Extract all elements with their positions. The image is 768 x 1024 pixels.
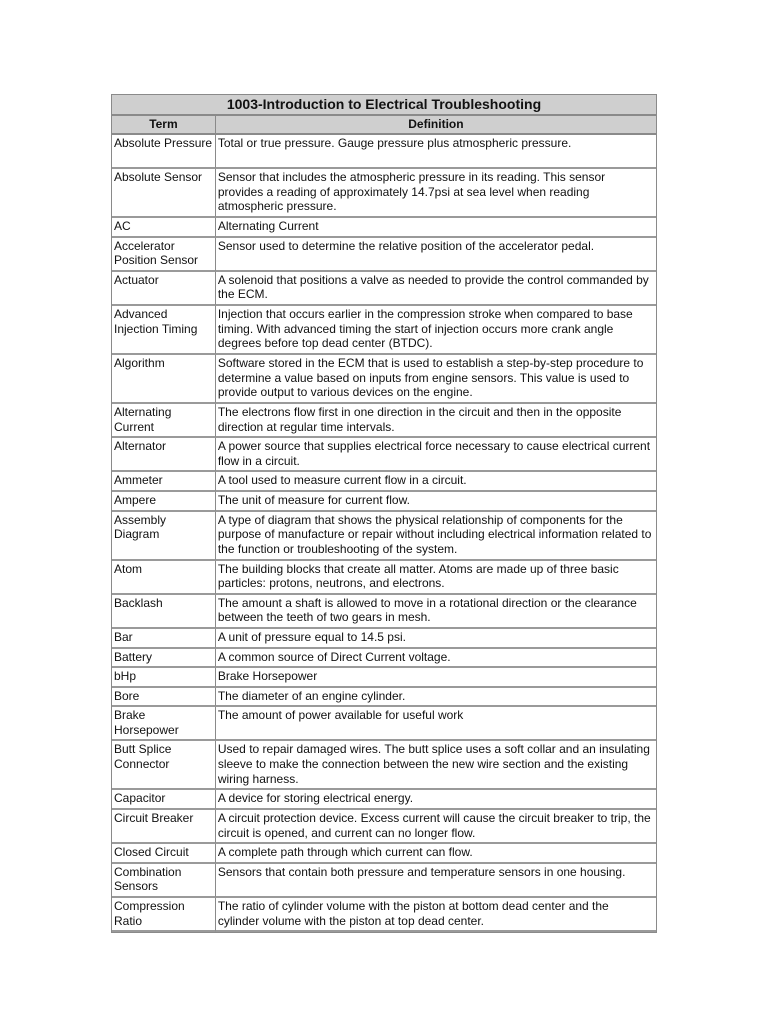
definition-cell: The unit of measure for current flow. <box>216 492 656 512</box>
definition-cell: A power source that supplies electrical force necessary to cause electrical current flow in a circuit. <box>216 438 656 472</box>
definition-cell: A circuit protection device. Excess current will cause the circuit breaker to trip, the circuit is opened, and current can no longer flow. <box>216 810 656 844</box>
table-row <box>112 492 656 512</box>
term-cell: Absolute Sensor <box>112 169 216 218</box>
definition-cell: The building blocks that create all matter. Atoms are made up of three basic particles: protons, neutrons, and electrons. <box>216 561 656 595</box>
table-row <box>112 864 656 898</box>
definition-cell: A device for storing electrical energy. <box>216 790 656 810</box>
definition-cell: Brake Horsepower <box>216 668 656 688</box>
table-row <box>112 472 656 492</box>
title-row <box>112 95 656 116</box>
column-header-term: Term <box>112 116 216 135</box>
definition-cell: Alternating Current <box>216 218 656 238</box>
term-cell: Absolute Pressure <box>112 135 216 169</box>
glossary-table <box>111 94 657 933</box>
term-cell: Actuator <box>112 272 216 306</box>
definition-cell: The ratio of cylinder volume with the piston at bottom dead center and the cylinder volume with the piston at top dead center. <box>216 898 656 932</box>
table-row <box>112 790 656 810</box>
table-row <box>112 688 656 708</box>
table-row <box>112 595 656 629</box>
glossary-rows <box>112 135 656 932</box>
term-cell: Battery <box>112 649 216 669</box>
term-cell: Compression Ratio <box>112 898 216 932</box>
table-row <box>112 404 656 438</box>
definition-cell: A common source of Direct Current voltage. <box>216 649 656 669</box>
term-cell: Brake Horsepower <box>112 707 216 741</box>
definition-cell: The amount a shaft is allowed to move in a rotational direction or the clearance between the teeth of two gears in mesh. <box>216 595 656 629</box>
definition-cell: The electrons flow first in one direction in the circuit and then in the opposite direction at regular time intervals. <box>216 404 656 438</box>
table-row <box>112 272 656 306</box>
definition-cell: Used to repair damaged wires. The butt splice uses a soft collar and an insulating sleeve to make the connection between the new wire section and the existing wiring harness. <box>216 741 656 790</box>
term-cell: Closed Circuit <box>112 844 216 864</box>
definition-cell: The diameter of an engine cylinder. <box>216 688 656 708</box>
definition-cell: Software stored in the ECM that is used to establish a step-by-step procedure to determine a value based on inputs from engine sensors. This value is used to provide output to various devices on the engine. <box>216 355 656 404</box>
table-row <box>112 810 656 844</box>
term-cell: Combination Sensors <box>112 864 216 898</box>
table-row <box>112 135 656 169</box>
table-row <box>112 707 656 741</box>
definition-cell: Sensor that includes the atmospheric pressure in its reading. This sensor provides a reading of approximately 14.7psi at sea level when reading atmospheric pressure. <box>216 169 656 218</box>
definition-cell: A tool used to measure current flow in a circuit. <box>216 472 656 492</box>
table-row <box>112 169 656 218</box>
table-row <box>112 512 656 561</box>
table-row <box>112 561 656 595</box>
table-row <box>112 668 656 688</box>
term-cell: Backlash <box>112 595 216 629</box>
header-row <box>112 116 656 135</box>
table-row <box>112 649 656 669</box>
definition-cell: Sensors that contain both pressure and temperature sensors in one housing. <box>216 864 656 898</box>
definition-cell: A complete path through which current can flow. <box>216 844 656 864</box>
table-row <box>112 629 656 649</box>
definition-cell: Sensor used to determine the relative position of the accelerator pedal. <box>216 238 656 272</box>
term-cell: Accelerator Position Sensor <box>112 238 216 272</box>
term-cell: Ampere <box>112 492 216 512</box>
term-cell: Alternating Current <box>112 404 216 438</box>
table-row <box>112 218 656 238</box>
table-row <box>112 355 656 404</box>
column-header-definition: Definition <box>216 116 656 135</box>
term-cell: Atom <box>112 561 216 595</box>
table-row <box>112 438 656 472</box>
term-cell: Capacitor <box>112 790 216 810</box>
definition-cell: A solenoid that positions a valve as needed to provide the control commanded by the ECM. <box>216 272 656 306</box>
term-cell: Assembly Diagram <box>112 512 216 561</box>
table-row <box>112 306 656 355</box>
document-title: 1003-Introduction to Electrical Troubleshooting <box>112 95 656 116</box>
table-row <box>112 898 656 932</box>
term-cell: Alternator <box>112 438 216 472</box>
definition-cell: The amount of power available for useful work <box>216 707 656 741</box>
term-cell: Ammeter <box>112 472 216 492</box>
term-cell: Bar <box>112 629 216 649</box>
definition-cell: A type of diagram that shows the physical relationship of components for the purpose of manufacture or repair without including electrical information related to the function or troubleshooting of the system. <box>216 512 656 561</box>
term-cell: Butt Splice Connector <box>112 741 216 790</box>
term-cell: AC <box>112 218 216 238</box>
term-cell: Circuit Breaker <box>112 810 216 844</box>
term-cell: Algorithm <box>112 355 216 404</box>
definition-cell: Total or true pressure. Gauge pressure plus atmospheric pressure. <box>216 135 656 169</box>
term-cell: bHp <box>112 668 216 688</box>
definition-cell: Injection that occurs earlier in the compression stroke when compared to base timing. With advanced timing the start of injection occurs more crank angle degrees before top dead center (BTDC). <box>216 306 656 355</box>
table-row <box>112 238 656 272</box>
definition-cell: A unit of pressure equal to 14.5 psi. <box>216 629 656 649</box>
term-cell: Advanced Injection Timing <box>112 306 216 355</box>
table-row <box>112 741 656 790</box>
term-cell: Bore <box>112 688 216 708</box>
table-row <box>112 844 656 864</box>
